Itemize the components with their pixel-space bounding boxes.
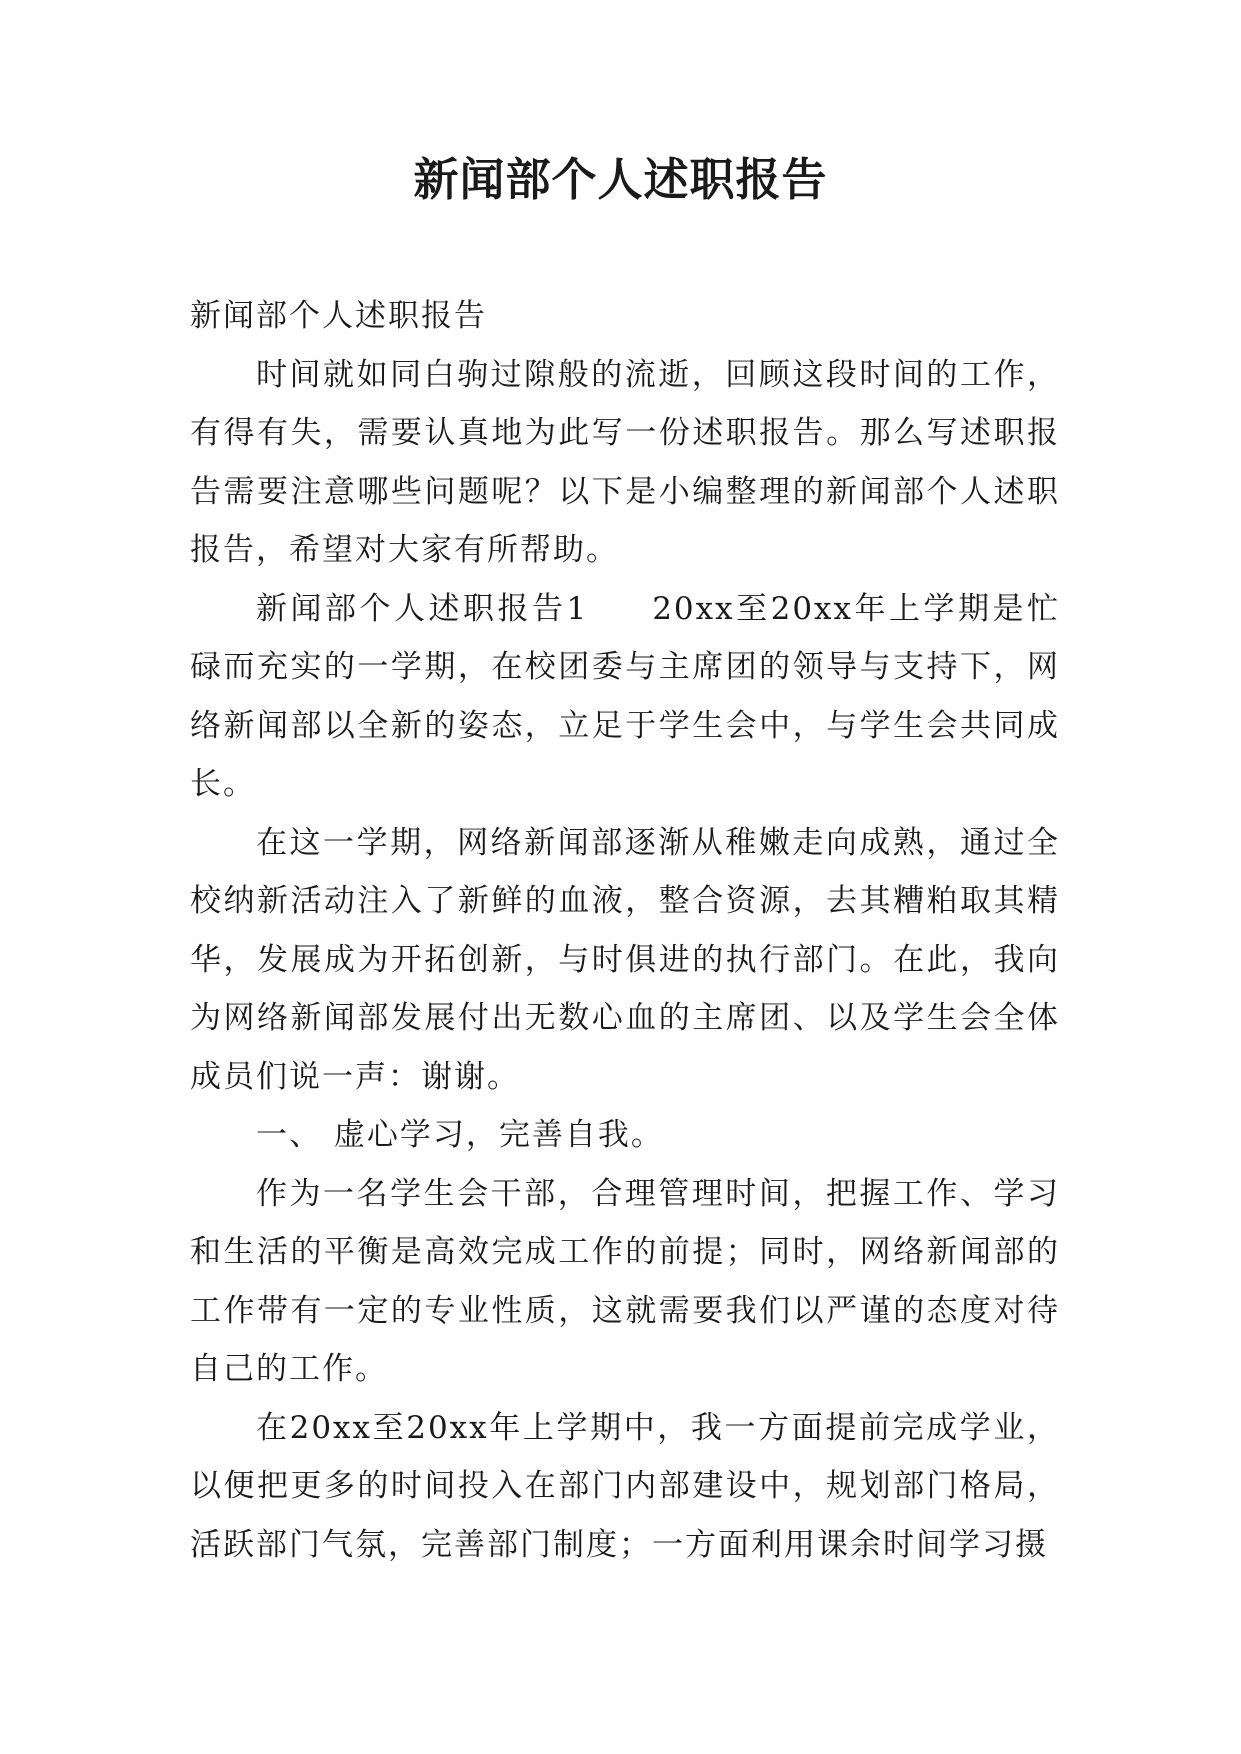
document-body — [190, 287, 1060, 1574]
paragraph-cadre: 作为一名学生会干部，合理管理时间，把握工作、学习和生活的平衡是高效完成工作的前提；同时，网络新闻部的工作带有一定的专业性质，这就需要我们以严谨的态度对待自己的工作。 — [190, 1175, 1060, 1387]
paragraph-section-1 — [190, 580, 1060, 814]
heading-learning: 一、 虚心学习，完善自我。 — [256, 1117, 664, 1153]
subtitle-line: 新闻部个人述职报告 — [190, 298, 487, 334]
paragraph-section-1-text: 20xx至20xx年上学期是忙碌而充实的一学期，在校团委与主席团的领导与支持下，网络新闻部以全新的姿态，立足于学生会中，与学生会共同成长。 — [190, 590, 1060, 802]
section-heading: 新闻部个人述职报告1 — [256, 590, 589, 627]
document-title: 新闻部个人述职报告 — [413, 153, 828, 206]
paragraph-semester: 在20xx至20xx年上学期中，我一方面提前完成学业，以便把更多的时间投入在部门内部建设中，规划部门格局，活跃部门气氛，完善部门制度；一方面利用课余时间学习摄 — [190, 1409, 1060, 1563]
paragraph-intro: 时间就如同白驹过隙般的流逝，回顾这段时间的工作，有得有失，需要认真地为此写一份述职报告。那么写述职报告需要注意哪些问题呢？以下是小编整理的新闻部个人述职报告，希望对大家有所帮助。 — [190, 356, 1060, 568]
paragraph-growth: 在这一学期，网络新闻部逐渐从稚嫩走向成熟，通过全校纳新活动注入了新鲜的血液，整合资源，去其糟粕取其精华，发展成为开拓创新，与时俱进的执行部门。在此，我向为网络新闻部发展付出无数心血的主席团、以及学生会全体成员们说一声：谢谢。 — [190, 824, 1060, 1095]
